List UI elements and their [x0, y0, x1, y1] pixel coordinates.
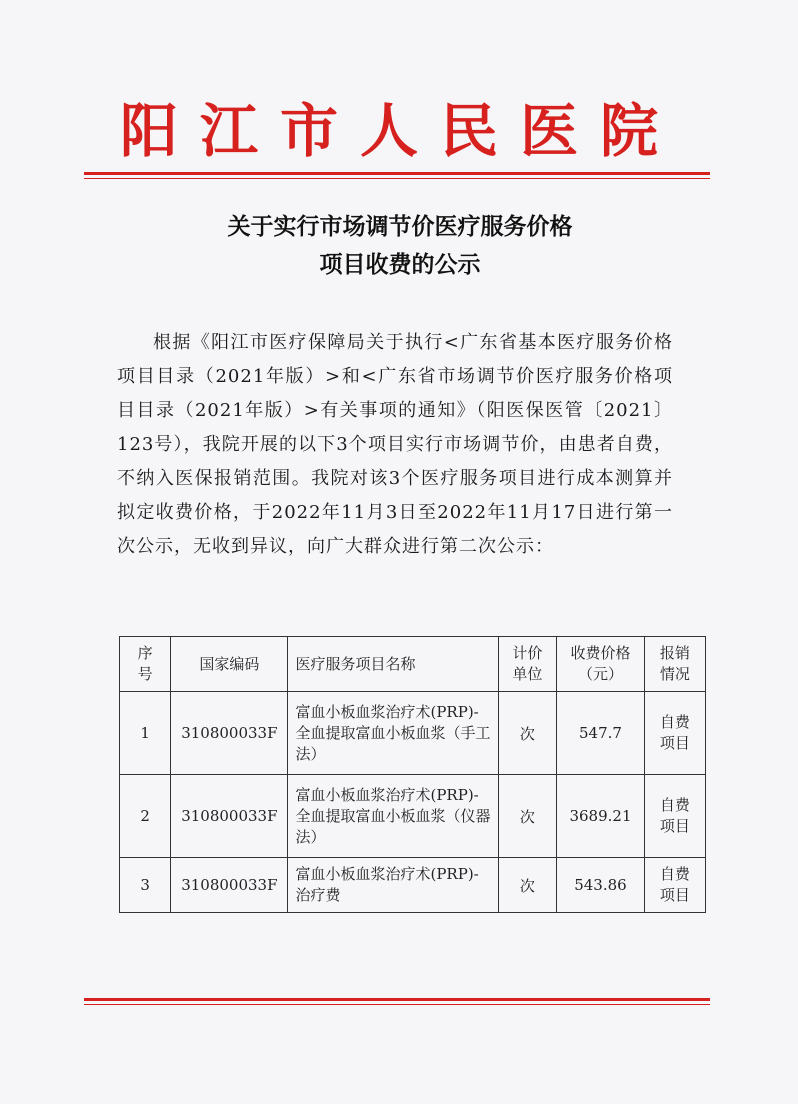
- cell-claim: 自费项目: [644, 692, 705, 775]
- header-unit: 计价单位: [498, 637, 557, 692]
- cell-price: 543.86: [557, 858, 645, 913]
- body-paragraph: 根据《阳江市医疗保障局关于执行<广东省基本医疗服务价格项目目录（2021年版）>和<广东省市场调节价医疗服务价格项目目录（2021年版）>有关事项的通知》（阳医保医管〔2021〕123号），我院开展的以下3个项目实行市场调节价，由患者自费，不纳入医保报销范围。我院对该3个医疗服务项目进行成本测算并拟定收费价格，于2022年11月3日至2022年11月17日进行第一次公示，无收到异议，向广大群众进行第二次公示：: [117, 332, 673, 557]
- table-row: [120, 858, 706, 913]
- cell-code: 310800033F: [171, 692, 288, 775]
- cell-name: 富血小板血浆治疗术(PRP)-全血提取富血小板血浆（仪器法）: [288, 775, 498, 858]
- document-title-line1: 关于实行市场调节价医疗服务价格: [227, 213, 573, 240]
- table-row: [120, 775, 706, 858]
- document-title: [100, 208, 700, 284]
- header-code: 国家编码: [171, 637, 288, 692]
- cell-claim: 自费项目: [644, 858, 705, 913]
- cell-claim: 自费项目: [644, 775, 705, 858]
- header-price: 收费价格（元）: [557, 637, 645, 692]
- cell-price: 3689.21: [557, 775, 645, 858]
- cell-seq: 1: [120, 692, 171, 775]
- footer-rule-thin: [84, 1004, 710, 1005]
- letterhead-rule-thick: [84, 172, 710, 175]
- cell-name: 富血小板血浆治疗术(PRP)-全血提取富血小板血浆（手工法）: [288, 692, 498, 775]
- document-title-line2: 项目收费的公示: [319, 251, 481, 278]
- letterhead-title: 阳江市人民医院: [119, 97, 680, 165]
- cell-code: 310800033F: [171, 775, 288, 858]
- table-header-row: [120, 637, 706, 692]
- fee-table: [119, 636, 706, 913]
- cell-seq: 3: [120, 858, 171, 913]
- header-claim: 报销情况: [644, 637, 705, 692]
- cell-unit: 次: [498, 692, 557, 775]
- cell-price: 547.7: [557, 692, 645, 775]
- footer-rule-thick: [84, 998, 710, 1001]
- cell-code: 310800033F: [171, 858, 288, 913]
- header-name: 医疗服务项目名称: [288, 637, 498, 692]
- cell-seq: 2: [120, 775, 171, 858]
- table-row: [120, 692, 706, 775]
- cell-name: 富血小板血浆治疗术(PRP)-治疗费: [288, 858, 498, 913]
- letterhead-rule-thin: [84, 178, 710, 179]
- cell-unit: 次: [498, 858, 557, 913]
- cell-unit: 次: [498, 775, 557, 858]
- header-seq: 序号: [120, 637, 171, 692]
